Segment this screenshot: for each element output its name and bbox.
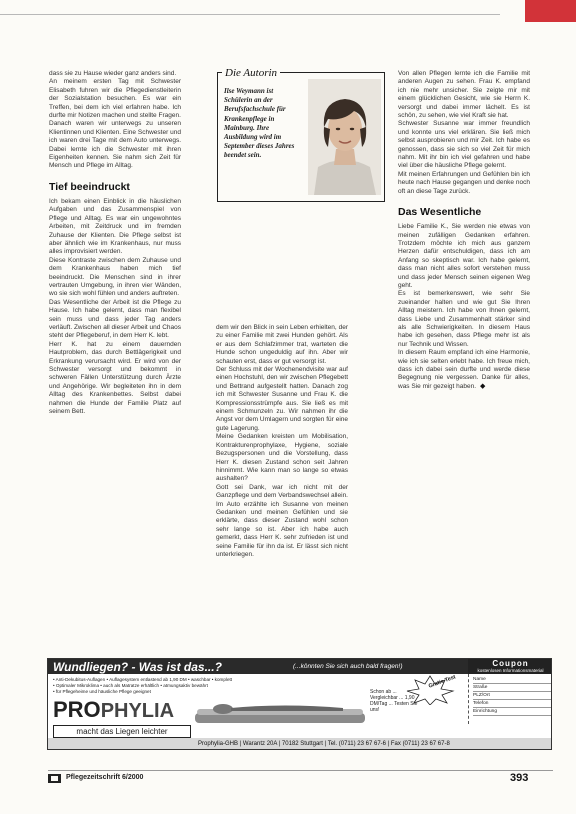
- article-column-2: [216, 324, 348, 590]
- ad-feature: • Optimaler Mikroklima • auch als Matratze erhältlich • atmungsaktiv bewährt: [53, 683, 208, 689]
- author-bio: Ilse Weymann ist Schülerin an der Berufsfachschule für Krankenpflege in Mainburg. Ihre Ausbildung wird im September dieses Jahres beendet sein.: [224, 87, 295, 160]
- paragraph-text: In diesem Raum empfand ich eine Harmonie, wie ich sie selten erlebt habe. Ich freue mich, dass ich dabei sein durfte und werde diese Begegnung nie vergessen. Danke für alles, was Sie mir gezeigt haben.: [398, 349, 530, 390]
- paragraph: dem wir den Blick in sein Leben erhielten, der zu einer Familie mit zwei Hunden gehört. Als er aus dem Schlafzimmer trat, warteten die Hunde schon ungeduldig auf ihn. Aber wir schauten erst, dass er gut versorgt ist.: [216, 324, 348, 365]
- section-heading: Tief beeindruckt: [49, 180, 130, 193]
- paragraph: Diese Kontraste zwischen dem Zuhause und dem Krankenhaus haben mich tief beeindruckt. Die Menschen sind in ihrer vertrauten Umgebung, in ihren vier Wänden, wo sie sich wohl fühlen und anders auftreten.: [49, 256, 181, 298]
- advertisement: [47, 658, 552, 750]
- author-portrait-image: [308, 79, 381, 195]
- paragraph: Herr K. hat zu einem dauernden Hautproblem, das durch Bettlägerigkeit und Erkrankung verursacht wird. Er wird von der Schwester versorgt und bekommt in schweren Fällen Unterstützung durch Ärzte und Angehörige. Wir begleiteten ihn in dem Alltag des Krankenbettes. Selbst dabei nahmen die Hunde der Familie Platz auf seinem Bett.: [49, 340, 181, 416]
- article-column-1: [49, 70, 181, 590]
- ad-feature: • Anti-Dekubitus-Auflagen • Auflagesystem entlastend ab 1,90 DM • waschbar • komplett: [53, 677, 233, 682]
- ad-feature: • für Pflegeheime und häusliche Pflege geeignet: [53, 689, 151, 695]
- paragraph: Der Schluss mit der Wochenendvisite war auf einen Hochstuhl, den wir zwischen Pflegebett und Bettrand aufgestellt hatten. Danach zog ich mit Schwester Susanne und Frau K. die Kompressionsstrümpfe aus. Sie ließ es mit einem Schmunzeln zu. Wir nahmen ihr die Angst vor dem Umlagern und sorgten für eine gute Lagerung.: [216, 366, 348, 432]
- paragraph: Ich bekam einen Einblick in die häuslichen Aufgaben und das Zusammenspiel von Pflege und Alltag. Es war ein ungewohntes Arbeiten, mit Zeitdruck und im fremden Zuhause der Klienten. Die Pflege selbst ist aber ähnlich wie im Krankenhaus, nur muss alles improvisiert werden.: [49, 197, 181, 256]
- author-title: Die Autorin: [222, 67, 280, 79]
- badge-text: Gratis Test: [427, 674, 457, 690]
- paragraph: [398, 349, 530, 391]
- ad-slogan: macht das Liegen leichter: [53, 725, 191, 738]
- paragraph: Danach waren wir unterwegs zu unseren Klientinnen und Klienten. Eine Schwester und ich waren drei Tage mit dem Auto unterwegs. Dabei lernte ich die Schwester mit ihren Eigenheiten kennen. Sie nahm sich Zeit für Mensch und Pflege im Alltag.: [49, 120, 181, 170]
- ad-subline: (...könnten Sie sich auch bald fragen!): [293, 663, 403, 670]
- coupon-form: [468, 674, 552, 724]
- paragraph: dass sie zu Hause wieder ganz anders sind.: [49, 70, 177, 77]
- paragraph: Von allen Pflegen lernte ich die Familie mit anderen Augen zu sehen. Frau K. empfand ich nie mehr unsicher. Sie zeigte mir mit einem glücklichen Gesicht, wie sie Herrn K. versorgt und dabei immer lächelt. Es ist schön, zu sehen, wie viel Kraft sie hat.: [398, 70, 530, 120]
- mattress-illustration: [193, 699, 393, 729]
- coupon-title: Coupon: [492, 659, 529, 668]
- ad-contact-bar: Prophylia-GHB | Warantz 20A | 70182 Stuttgart | Tel. (0711) 23 67 67-6 | Fax (0711) 23 67 67-8: [48, 738, 552, 750]
- paragraph: An meinem ersten Tag mit Schwester Elisabeth fuhren wir die Pflegedienstleiterin der Sozialstation besuchen. Es war ein Treffen, bei dem ich viel erfahren habe. Ich durfte mir Notizen machen und stellte Fragen.: [49, 78, 181, 120]
- coupon-header: [468, 659, 552, 674]
- ad-headline: Wundliegen? - Was ist das...?: [53, 660, 222, 674]
- magazine-name: Pflegezeitschrift 6/2000: [66, 774, 144, 781]
- paragraph: Gott sei Dank, war ich nicht mit der Ganzpflege und dem Verbandswechsel allein. Im Auto erzählte ich Susanne von meinen Gedanken und meinen Gefühlen und sie erklärte, dass dieser Zustand wohl schon sehr lange so ist. Aber ich habe auch gemerkt, dass Herr K. sehr zufrieden ist und seine Familie für ihn da ist. Er lässt sich nicht unterkriegen.: [216, 483, 348, 558]
- paragraph: Das Wesentliche der Arbeit ist die Pflege zu Hause. Ich habe gelernt, dass man flexibel sein muss und dass jeder Tag anders verläuft. Zwischen all dieser Arbeit und Chaos steht der Pflegeberuf, in dem Herr K. lebt.: [49, 298, 181, 340]
- section-heading: Das Wesentliche: [398, 206, 482, 219]
- paragraph: Schwester Susanne war immer freundlich und konnte uns viel erklären. Sie ließ mich selbst ausprobieren und mir Zeit. Ich habe es genossen, dass sie sich so viel Zeit für mich nahm. Mit ihr bin ich viel gefahren und habe viel über die häusliche Pflege gelernt.: [398, 120, 530, 170]
- end-diamond-icon: ◆: [480, 382, 486, 390]
- magazine-logo-icon: [48, 774, 61, 783]
- paragraph: Liebe Familie K., Sie werden nie etwas von meinen zufälligen Gedanken erfahren. Trotzdem möchte ich mich aus ganzem Herzen dafür entschuldigen, dass ich am Anfang so skeptisch war. Ich habe gelernt, dass man nicht alles sofort verstehen muss und dass jeder Mensch seinen eigenen Weg geht.: [398, 223, 530, 289]
- brand-logo: [53, 697, 174, 723]
- top-divider: [0, 14, 500, 15]
- logo-part: PHYLIA: [100, 700, 175, 722]
- paragraph: Es ist bemerkenswert, wie sehr Sie zueinander halten und wie gut Sie Ihren Alltag meistern. Ich habe von Ihnen gelernt, dass Liebe und Zusammenhalt stärker sind als alle Schwierigkeiten. In diesem Haus habe ich gesehen, dass Pflege mehr ist als nur Technik und Wissen.: [398, 290, 530, 348]
- coupon-field-street[interactable]: Straße: [473, 684, 552, 692]
- article-column-3: [398, 70, 530, 590]
- coupon-subtitle: kostenlosen Informationsmaterial: [477, 668, 544, 673]
- author-photo: [308, 79, 381, 195]
- paragraph: Mit meinen Erfahrungen und Gefühlen bin ich heute nach Hause gegangen und denke noch oft an diese Tage zurück.: [398, 170, 530, 195]
- ad-price-info: Schon ab ... Vergleichbar ... 1,90 DM/Tag ... Testen Sie uns!: [370, 689, 418, 713]
- logo-part: PRO: [53, 697, 101, 722]
- coupon-field-phone[interactable]: Telefon: [473, 700, 552, 708]
- ad-feature-list: [53, 677, 268, 696]
- coupon-field-institution[interactable]: Einrichtung: [473, 708, 552, 716]
- section-tab: [525, 0, 576, 22]
- author-box: [217, 67, 385, 202]
- coupon-field-name[interactable]: Name: [473, 676, 552, 684]
- footer-divider: [48, 770, 553, 771]
- page-number: 393: [510, 772, 529, 784]
- coupon-field-city[interactable]: PLZ/Ort: [473, 692, 552, 700]
- paragraph: Meine Gedanken kreisten um Mobilisation, Kontrakturenprophylaxe, Hygiene, soziale Bezugspersonen und die Vorstellung, dass Herr K. diesen Zustand schon seit Jahren hinnimmt. Wie kann man so lange so etwas aushalten?: [216, 433, 348, 483]
